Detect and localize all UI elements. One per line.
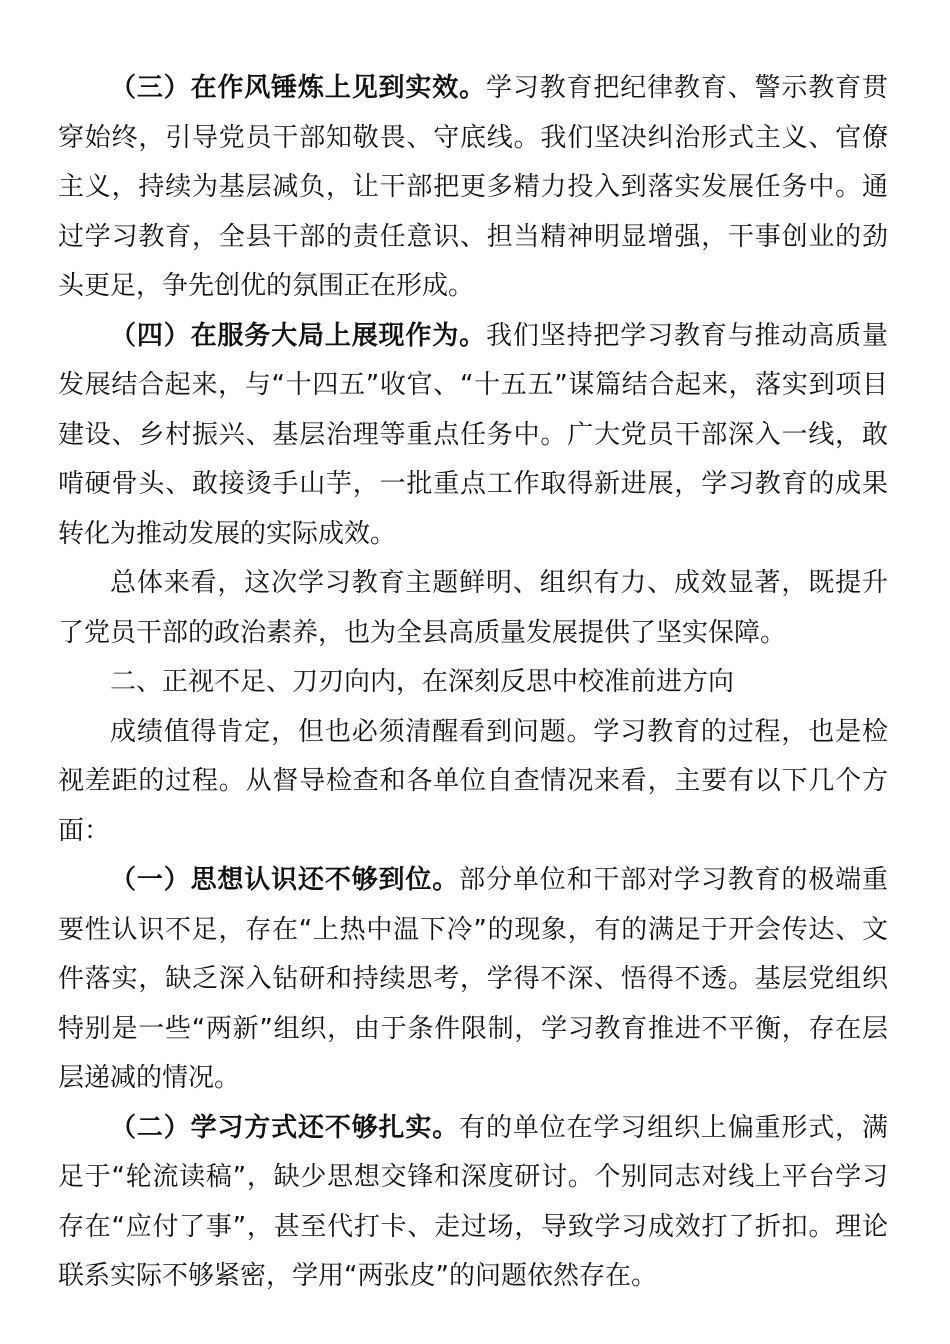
document-page [58,64,888,1302]
paragraph-lead: （四）在服务大局上展现作为。 [110,320,486,351]
paragraph-3 [58,64,888,312]
paragraph-lead: （一）思想认识还不够到位。 [110,865,460,895]
paragraph-1 [58,856,888,1104]
paragraph-intro [58,708,888,857]
section-heading: 二、正视不足、刀刃向内，在深刻反思中校准前进方向 [110,667,735,697]
paragraph-text: 我们坚持把学习教育与推动高质量发展结合起来，与“十四五”收官、“十五五”谋篇结合起来，落实到项目建设、乡村振兴、基层治理等重点任务中。广大党员干部深入一线，敢啃硬骨头、敢接烫手山芋，一批重点工作取得新进展，学习教育的成果转化为推动发展的实际成效。 [58,320,888,549]
paragraph-text: 有的单位在学习组织上偏重形式，满足于“轮流读稿”，缺少思想交锋和深度研讨。个别同志对线上平台学习存在“应付了事”，甚至代打卡、走过场，导致学习成效打了折扣。理论联系实际不够紧密，学用“两张皮”的问题依然存在。 [58,1112,888,1291]
paragraph-text: 学习教育把纪律教育、警示教育贯穿始终，引导党员干部知敬畏、守底线。我们坚决纠治形式主义、官僚主义，持续为基层减负，让干部把更多精力投入到落实发展任务中。通过学习教育，全县干部的责任意识、担当精神明显增强，干事创业的劲头更足，争先创优的氛围正在形成。 [58,73,888,301]
paragraph-text: 成绩值得肯定，但也必须清醒看到问题。学习教育的过程，也是检视差距的过程。从督导检查和各单位自查情况来看，主要有以下几个方面： [58,716,888,846]
paragraph-4 [58,312,888,560]
paragraph-2 [58,1104,888,1302]
paragraph-text: 部分单位和干部对学习教育的极端重要性认识不足，存在“上热中温下冷”的现象，有的满足于开会传达、文件落实，缺乏深入钻研和持续思考，学得不深、悟得不透。基层党组织特别是一些“两新”组织，由于条件限制，学习教育推进不平衡，存在层层递减的情况。 [58,865,888,1093]
paragraph-lead: （三）在作风锤炼上见到实效。 [110,73,486,103]
paragraph-lead: （二）学习方式还不够扎实。 [110,1112,460,1143]
paragraph-text: 总体来看，这次学习教育主题鲜明、组织有力、成效显著，既提升了党员干部的政治素养，也为全县高质量发展提供了坚实保障。 [58,568,888,648]
paragraph-summary [58,559,888,658]
